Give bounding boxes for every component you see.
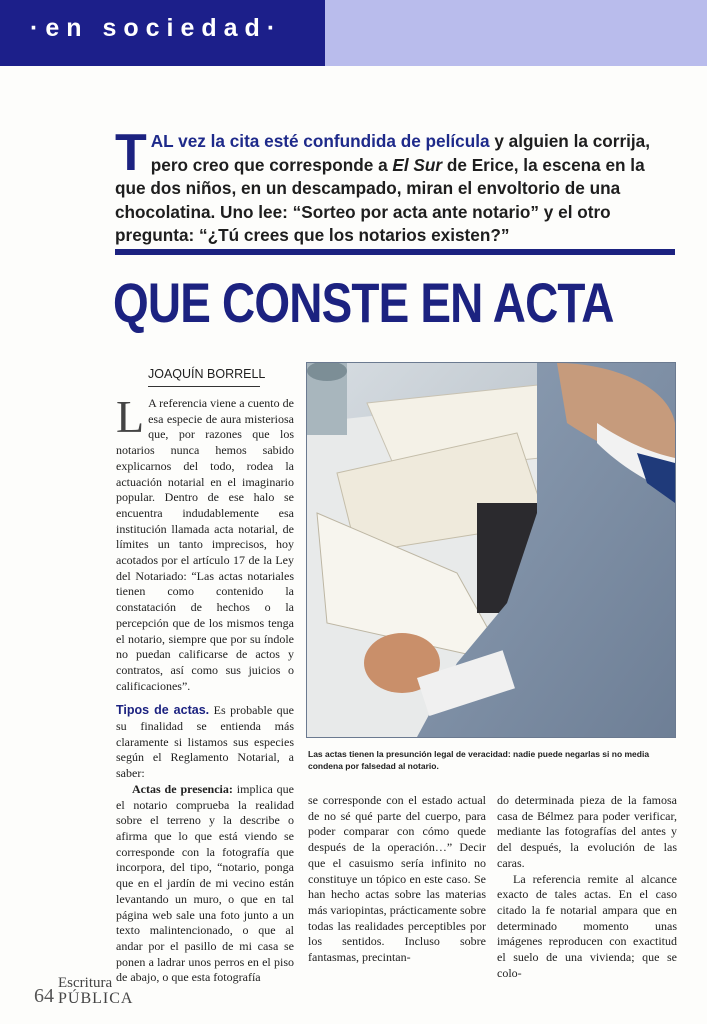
- article-photo: [307, 363, 675, 737]
- article-headline: QUE CONSTE EN ACTA: [113, 271, 614, 334]
- section-tag: ·en sociedad·: [30, 14, 283, 42]
- column-1: [116, 391, 294, 986]
- column-3: [497, 793, 677, 981]
- column-3-text-a: do determinada pieza de la famosa casa de Bélmez para poder verificar, mediante las fotografías del antes y del después, la evolución de las caras.: [497, 793, 677, 870]
- byline-rule: [148, 386, 260, 387]
- intro-text-1: AL vez la cita esté confundida de película: [150, 131, 495, 151]
- photo-caption: Las actas tienen la presunción legal de veracidad: nadie puede negarlas si no media condena por falsedad al notario.: [308, 749, 650, 771]
- paragraph-3-text: implica que el notario comprueba la realidad sobre el terreno y la describe o afirma que lo que está viendo se corresponde con la fotografía que incorpora, del tipo, “notario, ponga que en el jardín de mi vecino están levantando un muro, o que en tal página web sale una foto junto a un texto malintencionado, o que al andar por el pasillo de mi casa se ponen a ladrar unos perros en el piso de abajo, o que esta fotografía: [116, 781, 294, 985]
- intro-text-3: de Erice, la escena en la que dos niños, en un descampado, miran el envoltorio de una chocolatina. Uno lee: “Sorteo por acta ante notario” y el otro pregunta: “¿Tú crees que los notarios existen?”: [115, 154, 645, 245]
- lead-actas-presencia: Actas de presencia:: [132, 781, 233, 796]
- publication-logo: [58, 975, 133, 1007]
- intro-dropcap: T: [115, 124, 147, 182]
- publication-name-line1: Escritura: [58, 975, 113, 991]
- intro-rule: [115, 249, 675, 255]
- paragraph-dropcap: L: [116, 391, 145, 442]
- intro-lead: [115, 124, 675, 248]
- column-3-text-b: La referencia remite al alcance exacto de tales actas. En el caso citado la fe notarial ampara que en determinado momento unas imágenes reproducen con exactitud el suelo de una vivienda; que se colo-: [497, 871, 677, 980]
- intro-text-2: y alguien la corrija, pero creo que corresponde a: [150, 131, 651, 175]
- column-2-text: se corresponde con el estado actual de no sé qué parte del cuerpo, para poder comparar con cómo quede después de la operación…” Decir que el casuismo sería infinito no constituye un tópico en este caso. Se han hecho actas sobre las materias más variopintas, prácticamente sobre todas las realidades perceptibles por los sentidos. Incluso sobre fantasmas, precintan-: [308, 793, 486, 965]
- paragraph-2-text: Es probable que su finalidad se entienda más claramente si listamos sus especies según el Reglamento Notarial, a saber:: [116, 703, 294, 781]
- byline: JOAQUÍN BORRELL: [148, 367, 266, 381]
- paragraph-1: [116, 391, 294, 694]
- publication-name-line2: PÚBLICA: [58, 990, 134, 1007]
- paragraph-3: [116, 782, 294, 986]
- page-number: 64: [34, 985, 54, 1007]
- column-2: [308, 793, 486, 966]
- paragraph-1-text: A referencia viene a cuento de esa especie de aura misteriosa que, por razones que los notarios nunca hemos sabido explicarnos del todo, rodea la actuación notarial en el imaginario popular. Dentro de ese halo se encuentra indudablemente esa institución llamada acta notarial, de límites un tanto imprecisos, hoy acotados por el artículo 17 de la Ley del Notariado: “Las actas notariales tienen como contenido la constatación de hechos o la percepción que de los mismos tenga el notario, siempre que por su índole no puedan calificarse de actos y contratos, así como sus juicios o calificaciones”.: [116, 396, 294, 693]
- subhead-tipos: Tipos de actas.: [116, 703, 210, 718]
- photo-illustration: [307, 363, 675, 737]
- paragraph-2: [116, 703, 294, 782]
- intro-film-title: El Sur: [392, 154, 443, 175]
